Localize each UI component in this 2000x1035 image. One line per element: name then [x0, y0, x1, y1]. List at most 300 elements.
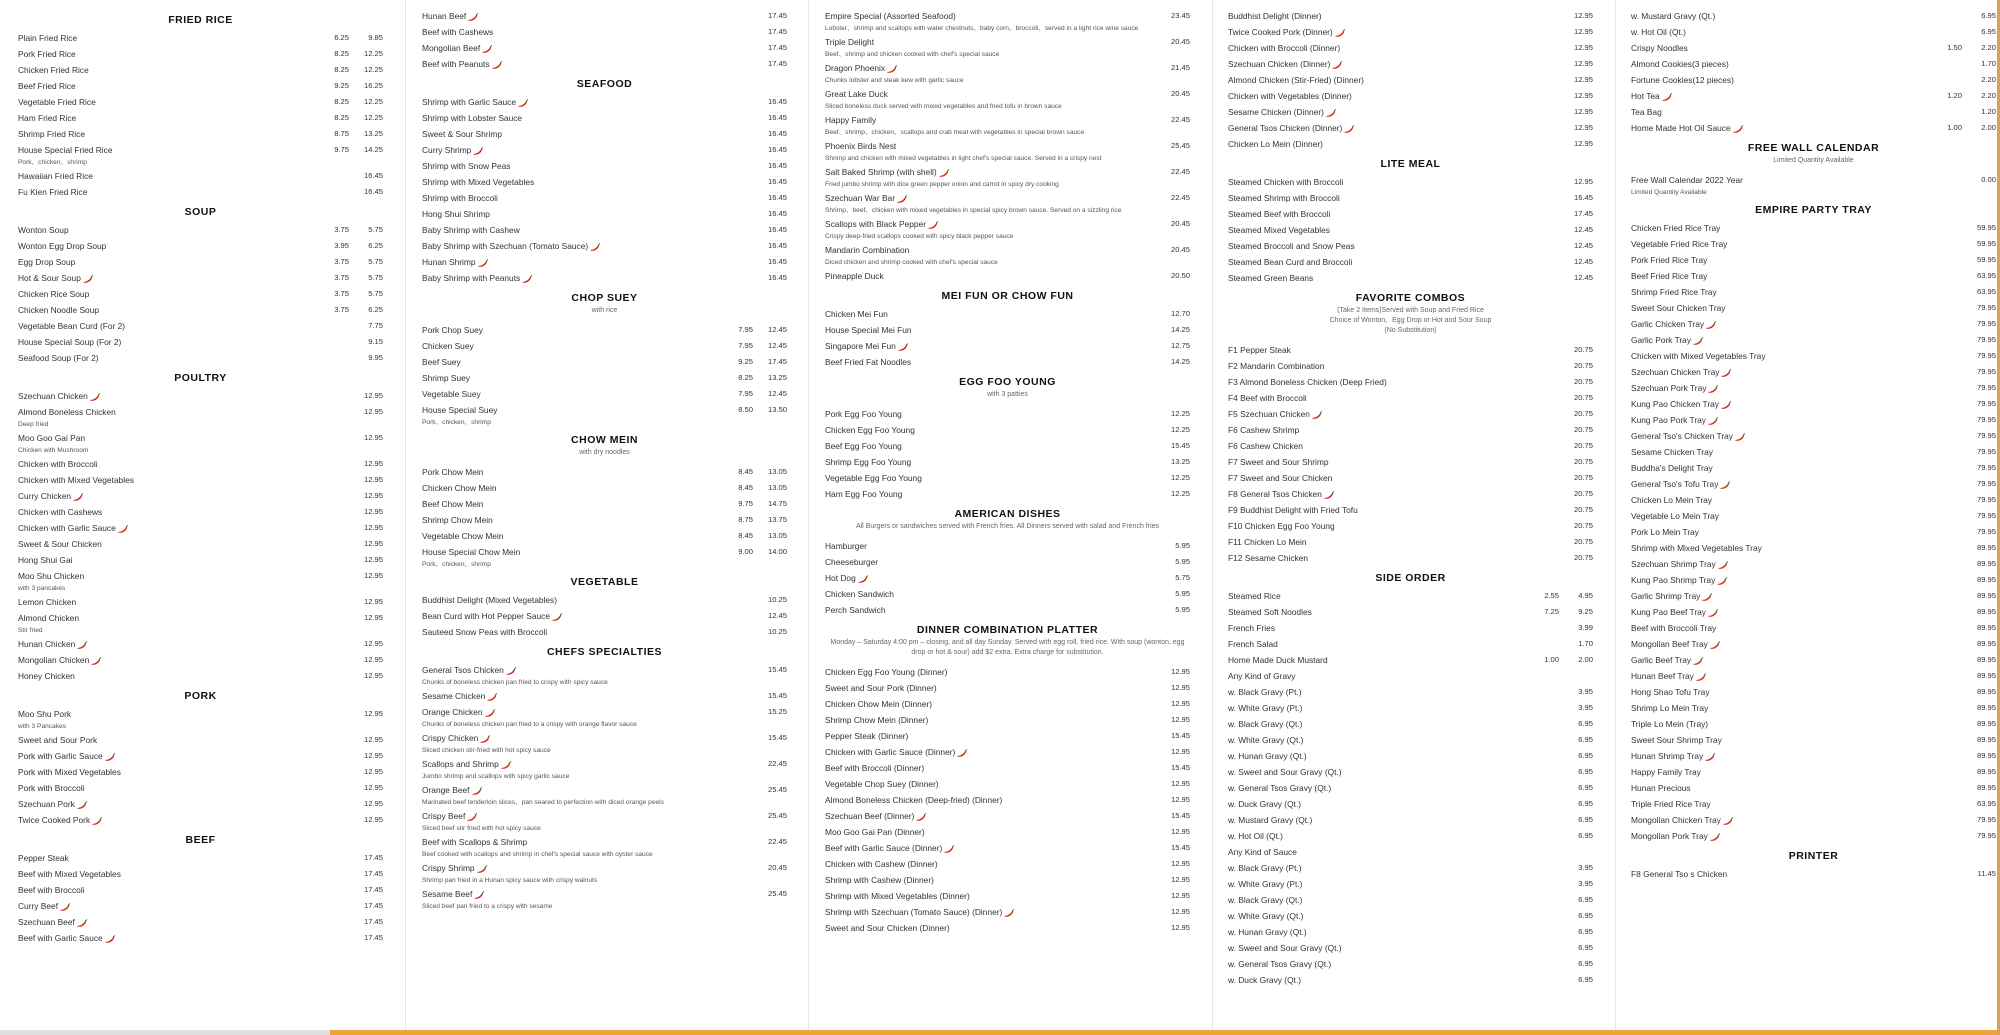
price: 79.95	[1976, 303, 1996, 312]
menu-item[interactable]	[18, 488, 383, 504]
menu-item[interactable]	[422, 190, 787, 206]
menu-item[interactable]	[18, 168, 383, 184]
menu-item[interactable]	[18, 504, 383, 520]
menu-item[interactable]	[825, 438, 1190, 454]
menu-item[interactable]	[825, 888, 1190, 904]
menu-item[interactable]	[1631, 364, 1996, 380]
menu-item[interactable]	[422, 8, 787, 24]
menu-item[interactable]	[422, 142, 787, 158]
menu-item[interactable]	[422, 496, 787, 512]
menu-item[interactable]	[1631, 716, 1996, 732]
price: 22.45	[767, 759, 787, 768]
menu-item[interactable]	[825, 486, 1190, 502]
menu-item[interactable]	[825, 840, 1190, 856]
menu-item-name: F7 Sweet and Sour Shrimp	[1228, 457, 1329, 467]
menu-item[interactable]	[825, 570, 1190, 586]
menu-item[interactable]	[1631, 780, 1996, 796]
price: 17.45	[767, 43, 787, 52]
menu-item[interactable]	[422, 808, 787, 824]
menu-item[interactable]	[18, 594, 383, 610]
price: 79.95	[1976, 431, 1996, 440]
menu-item[interactable]	[1228, 222, 1593, 238]
price: 12.45	[1573, 257, 1593, 266]
menu-item[interactable]	[1228, 502, 1593, 518]
menu-item-name: Hamburger	[825, 541, 867, 551]
menu-item-name: Fortune Cookies(12 pieces)	[1631, 75, 1734, 85]
menu-item[interactable]	[422, 40, 787, 56]
menu-item[interactable]	[1228, 518, 1593, 534]
menu-item[interactable]	[1228, 470, 1593, 486]
menu-item[interactable]	[1631, 428, 1996, 444]
menu-item[interactable]	[1228, 422, 1593, 438]
menu-item[interactable]	[18, 796, 383, 812]
menu-item[interactable]	[825, 86, 1190, 102]
menu-item[interactable]	[1228, 764, 1593, 780]
menu-item[interactable]	[1631, 700, 1996, 716]
menu-item[interactable]	[1228, 104, 1593, 120]
menu-item-name: Pork with Broccoli	[18, 783, 85, 793]
menu-item[interactable]	[422, 402, 787, 418]
menu-item[interactable]	[18, 668, 383, 684]
menu-item[interactable]	[18, 706, 383, 722]
menu-item[interactable]	[422, 94, 787, 110]
menu-item-name: Garlic Chicken Tray	[1631, 319, 1705, 329]
menu-item[interactable]	[1631, 556, 1996, 572]
menu-item[interactable]	[18, 914, 383, 930]
menu-item[interactable]	[422, 662, 787, 678]
menu-item[interactable]	[422, 688, 787, 704]
menu-item[interactable]	[422, 608, 787, 624]
menu-item[interactable]	[18, 472, 383, 488]
menu-item[interactable]	[1228, 174, 1593, 190]
menu-item[interactable]	[422, 730, 787, 746]
menu-item[interactable]	[1228, 636, 1593, 652]
menu-item-description: Sliced beef stir fried with hot spicy sauce	[422, 825, 541, 832]
menu-item[interactable]	[1228, 876, 1593, 892]
menu-item[interactable]	[18, 866, 383, 882]
menu-item[interactable]	[1631, 764, 1996, 780]
price: 16.25	[363, 81, 383, 90]
menu-item[interactable]	[825, 216, 1190, 232]
price: 79.95	[1976, 447, 1996, 456]
menu-item-name: Tea Bag	[1631, 107, 1662, 117]
menu-item[interactable]	[1228, 390, 1593, 406]
menu-item-name: Pork Egg Foo Young	[825, 409, 902, 419]
menu-item[interactable]	[825, 538, 1190, 554]
menu-item[interactable]	[1631, 668, 1996, 684]
menu-item[interactable]	[1228, 24, 1593, 40]
menu-item[interactable]	[1631, 460, 1996, 476]
menu-item[interactable]	[18, 94, 383, 110]
price: 89.95	[1976, 671, 1996, 680]
menu-item[interactable]	[1228, 780, 1593, 796]
menu-item[interactable]	[18, 882, 383, 898]
menu-item[interactable]	[18, 30, 383, 46]
category-title: VEGETABLE	[570, 576, 639, 588]
menu-item[interactable]	[1631, 796, 1996, 812]
menu-item[interactable]	[1631, 236, 1996, 252]
menu-item-name: Beef Egg Foo Young	[825, 441, 902, 451]
menu-item[interactable]	[1631, 24, 1996, 40]
menu-item[interactable]	[825, 728, 1190, 744]
price-small: 6.25	[334, 33, 349, 42]
menu-item[interactable]	[1631, 8, 1996, 24]
menu-item[interactable]	[1228, 206, 1593, 222]
menu-item[interactable]	[422, 480, 787, 496]
menu-item[interactable]	[1631, 508, 1996, 524]
menu-item[interactable]	[1228, 120, 1593, 136]
chili-pepper-icon	[857, 575, 869, 583]
menu-item[interactable]	[18, 286, 383, 302]
menu-item[interactable]	[1631, 120, 1996, 136]
menu-item[interactable]	[1631, 88, 1996, 104]
menu-item[interactable]	[422, 464, 787, 480]
menu-item[interactable]	[18, 610, 383, 626]
menu-item[interactable]	[825, 602, 1190, 618]
menu-item[interactable]	[1631, 220, 1996, 236]
menu-item[interactable]	[1631, 572, 1996, 588]
menu-item[interactable]	[422, 370, 787, 386]
menu-item[interactable]	[422, 512, 787, 528]
menu-item[interactable]	[18, 850, 383, 866]
menu-item[interactable]	[1631, 40, 1996, 56]
price: 9.85	[368, 33, 383, 42]
menu-item[interactable]	[1631, 380, 1996, 396]
menu-item[interactable]	[1631, 56, 1996, 72]
menu-item[interactable]	[1631, 252, 1996, 268]
menu-item[interactable]	[1228, 652, 1593, 668]
menu-item[interactable]	[422, 354, 787, 370]
menu-item[interactable]	[1228, 940, 1593, 956]
menu-item[interactable]	[825, 664, 1190, 680]
menu-item[interactable]	[1228, 588, 1593, 604]
menu-item[interactable]	[1228, 860, 1593, 876]
price: 63.95	[1976, 271, 1996, 280]
menu-item[interactable]	[825, 138, 1190, 154]
menu-item[interactable]	[422, 834, 787, 850]
chili-pepper-icon	[500, 761, 512, 769]
menu-item[interactable]	[422, 782, 787, 798]
menu-item[interactable]	[1631, 172, 1996, 188]
menu-item[interactable]	[1228, 374, 1593, 390]
menu-item[interactable]	[18, 636, 383, 652]
menu-item[interactable]	[1228, 534, 1593, 550]
price: 79.95	[1976, 527, 1996, 536]
menu-item[interactable]	[422, 704, 787, 720]
menu-item[interactable]	[1631, 412, 1996, 428]
menu-item[interactable]	[1228, 406, 1593, 422]
menu-item-name: Chicken Chow Mein	[422, 483, 497, 493]
price: 12.25	[1170, 409, 1190, 418]
menu-item[interactable]	[18, 184, 383, 200]
menu-item[interactable]	[18, 334, 383, 350]
menu-item[interactable]	[18, 302, 383, 318]
menu-item[interactable]	[825, 422, 1190, 438]
menu-item[interactable]	[18, 238, 383, 254]
menu-item-name: Steamed Rice	[1228, 591, 1281, 601]
menu-item[interactable]	[825, 306, 1190, 322]
menu-item[interactable]	[1631, 866, 1996, 882]
menu-item[interactable]	[18, 350, 383, 366]
menu-section	[422, 434, 787, 570]
menu-item[interactable]	[1228, 668, 1593, 684]
menu-item[interactable]	[18, 254, 383, 270]
menu-item[interactable]	[825, 242, 1190, 258]
menu-item[interactable]	[18, 110, 383, 126]
menu-item[interactable]	[1631, 812, 1996, 828]
menu-item[interactable]	[1228, 812, 1593, 828]
menu-item[interactable]	[422, 270, 787, 286]
menu-item[interactable]	[422, 238, 787, 254]
menu-item[interactable]	[1631, 732, 1996, 748]
menu-item[interactable]	[1228, 358, 1593, 374]
menu-item[interactable]	[1631, 476, 1996, 492]
menu-item[interactable]	[825, 586, 1190, 602]
menu-item[interactable]	[825, 920, 1190, 936]
menu-item-name: w. White Gravy (Pt.)	[1228, 879, 1303, 889]
menu-item[interactable]	[422, 886, 787, 902]
menu-item-name: Moo Shu Pork	[18, 709, 72, 719]
menu-item[interactable]	[1228, 72, 1593, 88]
menu-item[interactable]	[825, 454, 1190, 470]
menu-item[interactable]	[1228, 700, 1593, 716]
price: 16.45	[363, 171, 383, 180]
price-small: 3.75	[334, 305, 349, 314]
menu-item[interactable]	[18, 652, 383, 668]
menu-item-description: Fried jumbo shrimp with dice green pepper onion and carrot in spicy dry cooking	[825, 181, 1059, 188]
menu-item-name: Beef with Broccoli	[18, 885, 85, 895]
menu-item[interactable]	[1228, 254, 1593, 270]
price: 6.95	[1981, 27, 1996, 36]
menu-item-name: Orange Beef	[422, 785, 470, 795]
menu-item[interactable]	[825, 744, 1190, 760]
menu-item[interactable]	[422, 860, 787, 876]
menu-item[interactable]	[825, 824, 1190, 840]
menu-item[interactable]	[18, 780, 383, 796]
menu-item-name: Chicken Fried Rice	[18, 65, 89, 75]
price: 6.95	[1981, 11, 1996, 20]
menu-item[interactable]	[1228, 40, 1593, 56]
menu-item[interactable]	[825, 776, 1190, 792]
menu-item[interactable]	[1631, 748, 1996, 764]
menu-item[interactable]	[1228, 908, 1593, 924]
menu-item[interactable]	[1631, 444, 1996, 460]
menu-item[interactable]	[1228, 716, 1593, 732]
menu-item[interactable]	[18, 456, 383, 472]
menu-item[interactable]	[18, 520, 383, 536]
menu-item[interactable]	[422, 110, 787, 126]
menu-item[interactable]	[18, 142, 383, 158]
menu-item[interactable]	[18, 898, 383, 914]
menu-item[interactable]	[1228, 796, 1593, 812]
menu-item[interactable]	[422, 322, 787, 338]
menu-item[interactable]	[18, 568, 383, 584]
price: 6.95	[1578, 783, 1593, 792]
menu-item[interactable]	[1631, 652, 1996, 668]
menu-item[interactable]	[1631, 492, 1996, 508]
menu-item[interactable]	[1228, 684, 1593, 700]
menu-item[interactable]	[825, 680, 1190, 696]
menu-item[interactable]	[1631, 540, 1996, 556]
scrollbar-track[interactable]	[0, 1030, 330, 1035]
menu-item-name: Steamed Bean Curd and Broccoli	[1228, 257, 1353, 267]
menu-item-name: Beef Suey	[422, 357, 461, 367]
menu-item[interactable]	[422, 24, 787, 40]
menu-item[interactable]	[825, 34, 1190, 50]
menu-item[interactable]	[18, 430, 383, 446]
menu-section	[1228, 158, 1593, 286]
menu-item[interactable]	[422, 254, 787, 270]
menu-item[interactable]	[1228, 190, 1593, 206]
menu-item[interactable]	[18, 748, 383, 764]
menu-item[interactable]	[1631, 684, 1996, 700]
menu-item-name: Beef Chow Mein	[422, 499, 484, 509]
menu-item-description: with 3 Pancakes	[18, 723, 67, 730]
menu-item[interactable]	[1228, 892, 1593, 908]
menu-item[interactable]	[18, 270, 383, 286]
menu-item[interactable]	[422, 386, 787, 402]
scrollbar-thumb[interactable]	[330, 1030, 2000, 1035]
price: 12.95	[1170, 715, 1190, 724]
menu-item[interactable]	[825, 406, 1190, 422]
menu-item[interactable]	[825, 112, 1190, 128]
menu-item[interactable]	[825, 760, 1190, 776]
menu-item[interactable]	[1228, 270, 1593, 286]
menu-item[interactable]	[825, 554, 1190, 570]
menu-item-name: w. Hunan Gravy (Qt.)	[1228, 751, 1307, 761]
menu-item[interactable]	[1228, 732, 1593, 748]
menu-item-name: Almond Chicken (Stir-Fried) (Dinner)	[1228, 75, 1364, 85]
menu-item[interactable]	[1228, 844, 1593, 860]
menu-item[interactable]	[1228, 924, 1593, 940]
menu-item[interactable]	[1228, 88, 1593, 104]
menu-item[interactable]	[1631, 636, 1996, 652]
price: 89.95	[1976, 783, 1996, 792]
menu-item[interactable]	[18, 62, 383, 78]
menu-item[interactable]	[1631, 620, 1996, 636]
menu-item[interactable]	[825, 354, 1190, 370]
menu-item[interactable]	[825, 60, 1190, 76]
menu-item[interactable]	[1228, 238, 1593, 254]
price-small: 8.45	[738, 483, 753, 492]
menu-item[interactable]	[1228, 828, 1593, 844]
menu-item[interactable]	[1228, 438, 1593, 454]
menu-item[interactable]	[825, 712, 1190, 728]
category-title: BEEF	[185, 834, 216, 846]
menu-item[interactable]	[1631, 72, 1996, 88]
menu-item[interactable]	[825, 470, 1190, 486]
menu-item[interactable]	[1631, 828, 1996, 844]
menu-item[interactable]	[18, 764, 383, 780]
menu-item-name: Pork Fried Rice	[18, 49, 76, 59]
menu-item[interactable]	[422, 338, 787, 354]
menu-item[interactable]	[825, 808, 1190, 824]
menu-item[interactable]	[18, 732, 383, 748]
menu-item[interactable]	[422, 624, 787, 640]
menu-item[interactable]	[825, 338, 1190, 354]
menu-item-name: Chicken with Vegetables (Dinner)	[1228, 91, 1352, 101]
menu-item[interactable]	[1228, 972, 1593, 988]
menu-item[interactable]	[422, 206, 787, 222]
menu-item-name: Shrimp with Mixed Vegetables	[422, 177, 535, 187]
menu-item[interactable]	[825, 856, 1190, 872]
menu-item[interactable]	[825, 190, 1190, 206]
menu-item[interactable]	[1228, 56, 1593, 72]
menu-item[interactable]	[1631, 396, 1996, 412]
menu-item[interactable]	[422, 544, 787, 560]
menu-item[interactable]	[18, 318, 383, 334]
menu-item[interactable]	[1228, 454, 1593, 470]
menu-item[interactable]	[825, 268, 1190, 284]
menu-item[interactable]	[1631, 604, 1996, 620]
price: 3.95	[1578, 863, 1593, 872]
menu-item[interactable]	[825, 872, 1190, 888]
price: 12.95	[363, 799, 383, 808]
menu-item[interactable]	[422, 528, 787, 544]
menu-item[interactable]	[1631, 284, 1996, 300]
menu-item[interactable]	[1631, 348, 1996, 364]
menu-item[interactable]	[1631, 588, 1996, 604]
menu-item-name: Shrimp with Broccoli	[422, 193, 498, 203]
menu-item[interactable]	[1631, 300, 1996, 316]
menu-item[interactable]	[422, 126, 787, 142]
menu-item[interactable]	[18, 536, 383, 552]
menu-item[interactable]	[422, 56, 787, 72]
menu-item[interactable]	[1631, 104, 1996, 120]
menu-item[interactable]	[422, 592, 787, 608]
menu-item[interactable]	[422, 756, 787, 772]
menu-item-name: Moo Goo Gai Pan (Dinner)	[825, 827, 925, 837]
menu-item[interactable]	[18, 78, 383, 94]
menu-item[interactable]	[1631, 316, 1996, 332]
price-small: 9.00	[738, 547, 753, 556]
menu-item[interactable]	[18, 388, 383, 404]
column-divider	[808, 0, 809, 1035]
menu-item[interactable]	[18, 552, 383, 568]
menu-item[interactable]	[1631, 268, 1996, 284]
menu-item[interactable]	[18, 222, 383, 238]
menu-item[interactable]	[1228, 604, 1593, 620]
menu-item[interactable]	[1228, 620, 1593, 636]
menu-item[interactable]	[422, 158, 787, 174]
menu-item[interactable]	[422, 174, 787, 190]
menu-item[interactable]	[825, 164, 1190, 180]
menu-item[interactable]	[1228, 550, 1593, 566]
menu-item[interactable]	[422, 222, 787, 238]
menu-item[interactable]	[18, 404, 383, 420]
menu-item[interactable]	[1228, 136, 1593, 152]
menu-item-name: Sweet and Sour Pork	[18, 735, 98, 745]
menu-item[interactable]	[825, 792, 1190, 808]
menu-item[interactable]	[18, 930, 383, 946]
menu-item[interactable]	[18, 46, 383, 62]
menu-item-name: Baby Shrimp with Peanuts	[422, 273, 521, 283]
menu-item[interactable]	[1228, 486, 1593, 502]
menu-item[interactable]	[18, 812, 383, 828]
menu-item[interactable]	[825, 904, 1190, 920]
menu-item[interactable]	[825, 8, 1190, 24]
menu-item[interactable]	[1228, 342, 1593, 358]
menu-item[interactable]	[1228, 8, 1593, 24]
menu-item[interactable]	[1631, 524, 1996, 540]
menu-item[interactable]	[1228, 956, 1593, 972]
menu-item[interactable]	[18, 126, 383, 142]
menu-item[interactable]	[825, 696, 1190, 712]
menu-item[interactable]	[1228, 748, 1593, 764]
menu-item[interactable]	[825, 322, 1190, 338]
menu-item[interactable]	[1631, 332, 1996, 348]
price: 12.95	[363, 613, 383, 622]
